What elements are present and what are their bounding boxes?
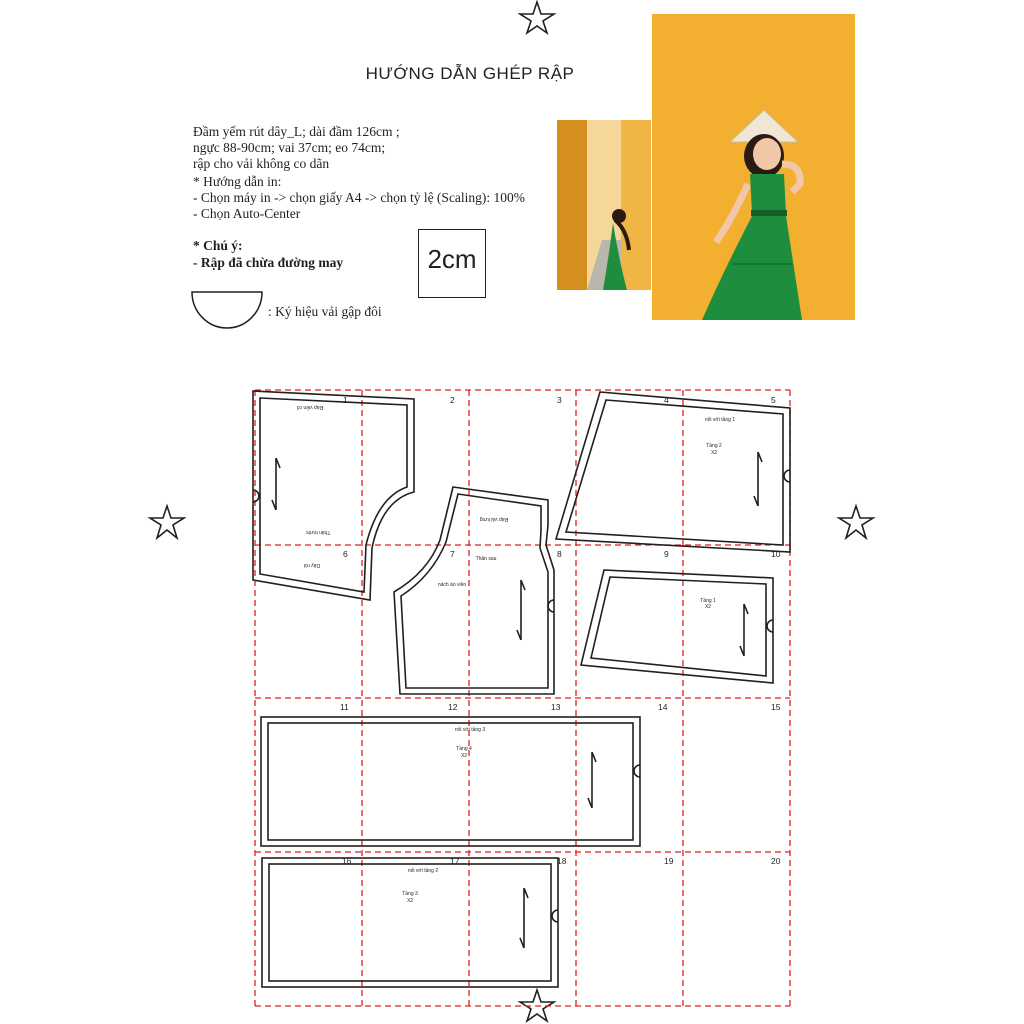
info-line: rập cho vải không co dãn <box>193 156 330 171</box>
pattern-piece-tier-2 <box>556 392 790 552</box>
piece-label: X2 <box>710 450 718 456</box>
piece-label: X2 <box>406 898 414 904</box>
tile-number: 4 <box>664 395 669 405</box>
info-line: Đầm yếm rút dây_L; dài đầm 126cm ; <box>193 124 400 139</box>
note-text: - Rập đã chừa đường may <box>193 255 344 270</box>
tile-number: 16 <box>342 856 352 866</box>
tile-number: 7 <box>450 549 455 559</box>
piece-label: Dây rút <box>303 562 321 568</box>
tile-number: 19 <box>664 856 674 866</box>
page-title: HƯỚNG DẪN GHÉP RẬP <box>365 64 575 83</box>
tile-number: 18 <box>557 856 567 866</box>
tile-number: 3 <box>557 395 562 405</box>
piece-label: nối với tầng 1 <box>704 417 736 423</box>
piece-label: Tầng 1 <box>700 598 716 604</box>
piece-label: X2 <box>460 753 468 759</box>
tile-number: 14 <box>658 702 668 712</box>
tile-grid <box>255 390 790 1006</box>
piece-label: nối với tầng 3 <box>454 727 486 733</box>
pattern-piece-tier-3 <box>262 858 558 987</box>
note-title: * Chú ý: <box>193 238 243 253</box>
tile-number: 1 <box>343 395 348 405</box>
piece-label: Đáp vải lưng <box>479 516 509 522</box>
piece-label: nách áo viền <box>437 582 467 588</box>
piece-label: Tầng 4 <box>456 746 472 752</box>
tile-number: 13 <box>551 702 561 712</box>
info-line: * Hướng dẫn in: <box>193 174 282 189</box>
tile-number: 6 <box>343 549 348 559</box>
piece-label: Thân trước <box>305 529 331 535</box>
tile-number: 15 <box>771 702 781 712</box>
tile-number: 9 <box>664 549 669 559</box>
tile-number: 8 <box>557 549 562 559</box>
tile-number: 17 <box>450 856 460 866</box>
info-line: - Chọn Auto-Center <box>193 206 301 221</box>
info-line: ngực 88-90cm; vai 37cm; eo 74cm; <box>193 140 386 155</box>
piece-label: Thân sau <box>475 556 497 562</box>
piece-label: Đáp viền cổ <box>296 404 324 410</box>
pattern-piece-front <box>253 391 414 600</box>
piece-label: nối với tầng 2 <box>407 868 439 874</box>
tile-number: 11 <box>340 702 349 712</box>
tile-number: 10 <box>771 549 781 559</box>
piece-label: Tầng 3 <box>402 891 418 897</box>
info-line: - Chọn máy in -> chọn giấy A4 -> chọn tỷ lệ (Scaling): 100% <box>193 190 526 205</box>
tile-number: 5 <box>771 395 776 405</box>
tile-number: 12 <box>448 702 458 712</box>
tile-number: 2 <box>450 395 455 405</box>
tile-number: 20 <box>771 856 781 866</box>
fold-legend: : Ký hiệu vải gập đôi <box>268 304 382 319</box>
pattern-piece-tier-4 <box>261 717 640 846</box>
piece-label: Tầng 2 <box>706 443 722 449</box>
scale-box: 2cm <box>418 229 486 298</box>
piece-label: X2 <box>704 604 712 610</box>
pattern-piece-back <box>394 487 554 694</box>
